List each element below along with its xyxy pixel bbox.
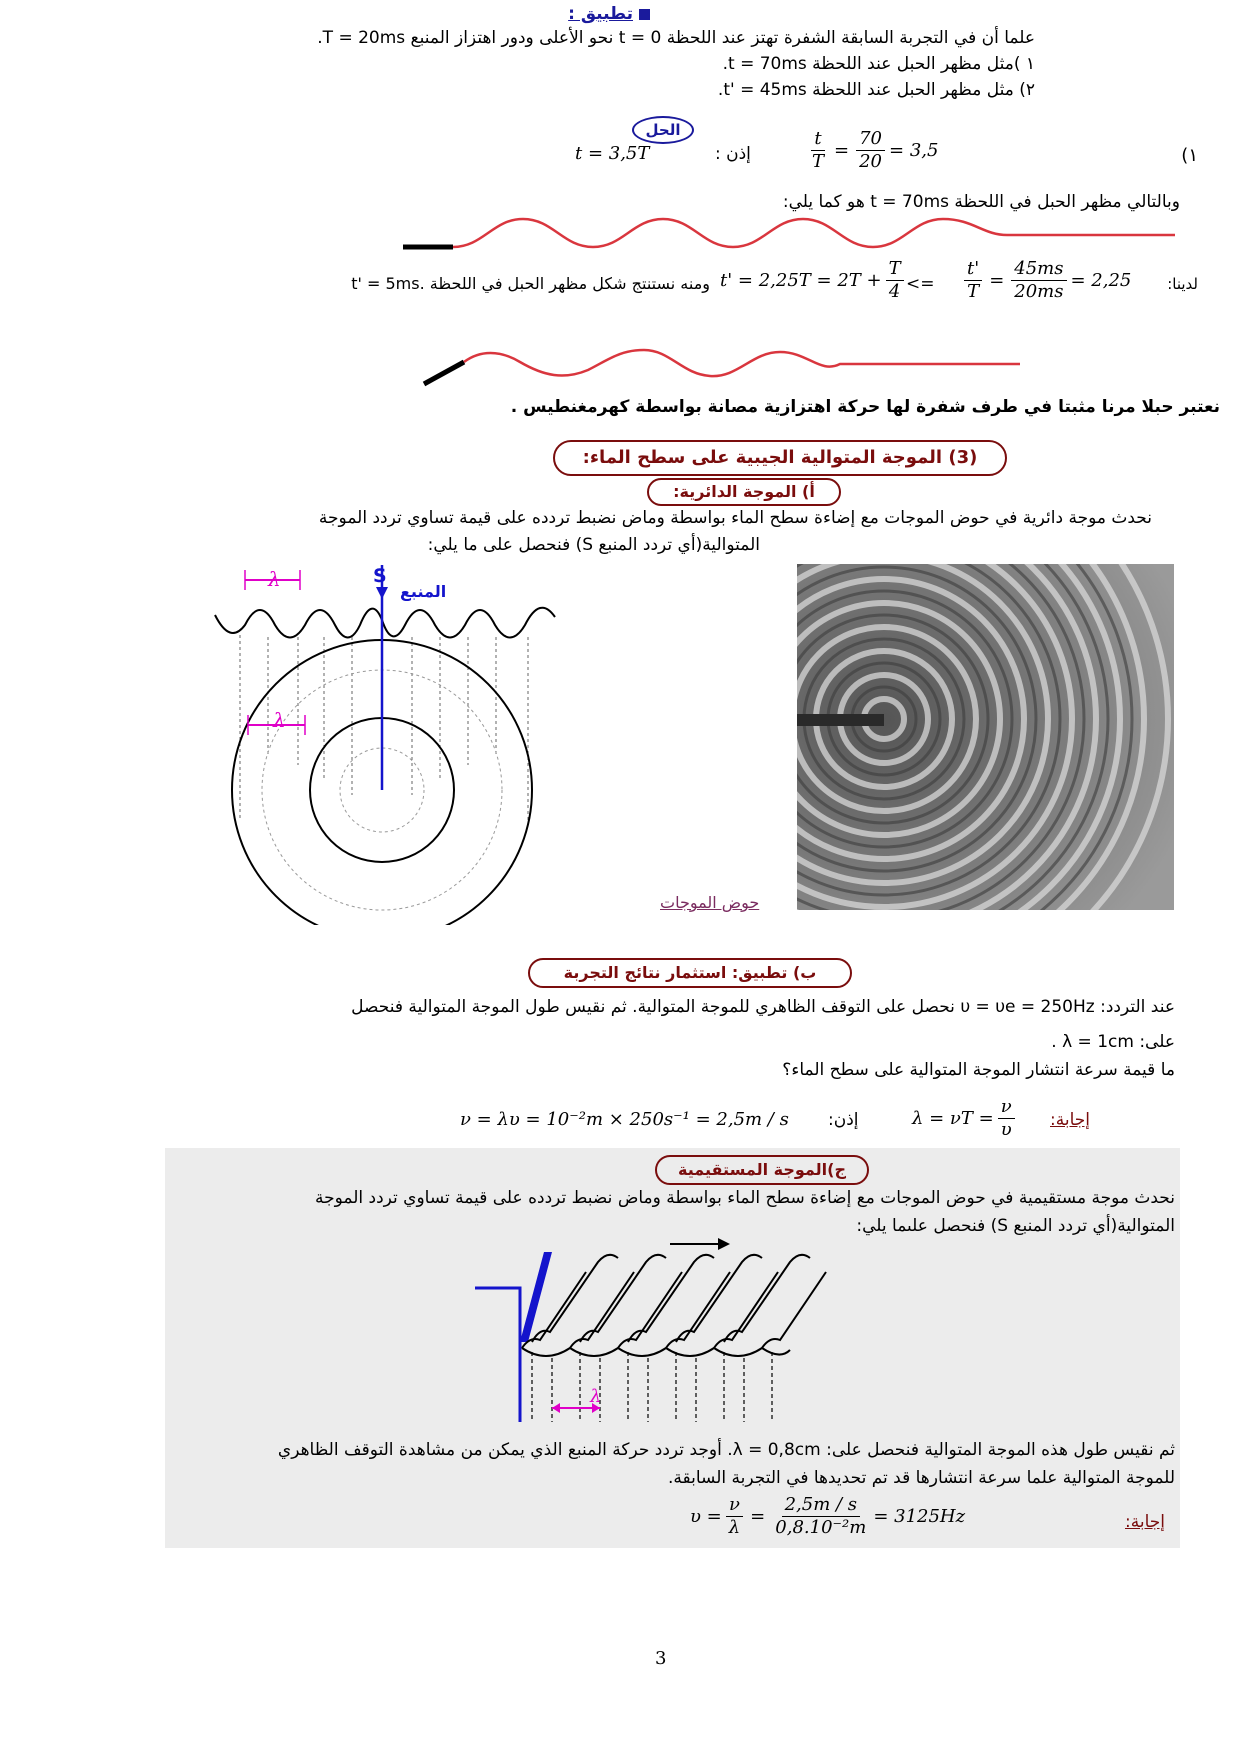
source-label-s: S (373, 565, 387, 587)
section-c-line-3: ثم نقيس طول هذه الموجة المتوالية فنحصل على: λ = 0,8cm. أوجد تردد حركة المنبع الذي يمكن من مشاهدة التوقف الظاهري (277, 1440, 1175, 1460)
solution-1-then: إذن : (715, 144, 751, 164)
page-number: 3 (655, 1648, 667, 1669)
fraction-T-over-4: $\frac{T}{4}$ (886, 258, 904, 303)
fraction-t-over-T: $\frac{t}{T}$ (812, 128, 825, 172)
section-c-answer-label: إجابة: (1125, 1512, 1165, 1532)
rope-shape-45ms (420, 340, 1020, 400)
solution-1-conclusion: وبالتالي مظهر الحبل في اللحظة t = 70ms هو كما يلي: (782, 192, 1180, 212)
solution-2-prefix: لدينا: (1167, 275, 1198, 293)
lambda-label-straight: λ (590, 1386, 602, 1407)
source-arrow-icon (376, 587, 388, 599)
section-b-line-1: عند التردد: υ = υe = 250Hz نحصل على التوقف الظاهري للموجة المتوالية. ثم نقيس طول الموجة المتوالية فنحصل (351, 997, 1175, 1017)
solution-2-text: ومنه نستنتج شكل مظهر الحبل في اللحظة .t' = 5ms (351, 274, 710, 293)
fraction-tprime-over-T: $\frac{t'}{T}$ (964, 258, 982, 303)
section-b-answer-then: إذن: (828, 1110, 859, 1130)
solution-1-number: ١) (1181, 145, 1198, 166)
section-c-line-4: للموجة المتوالية علما سرعة انتشارها قد تم تحديدها في التجربة السابقة. (668, 1468, 1175, 1488)
section-3-title: (3) الموجة المتوالية الجيبية على سطح الماء: (553, 440, 1007, 476)
section-b-line-2: على: λ = 1cm . (1051, 1032, 1175, 1052)
rope-wave (453, 219, 1175, 247)
closing-statement: نعتبر حبلا مرنا مثبتا في طرف شفرة لها حركة اهتزازية مصانة بواسطة كهرمغنطيس . (510, 397, 1220, 417)
section-b-question: ما قيمة سرعة انتشار الموجة المتوالية على سطح الماء؟ (782, 1060, 1175, 1080)
section-b-answer-label: إجابة: (1050, 1110, 1090, 1130)
straight-wave-diagram (470, 1232, 860, 1432)
source-label-text: المنبع (400, 582, 447, 601)
rope-wave (464, 350, 1020, 376)
fraction-45-over-20: $\frac{45ms}{20ms}$ (1011, 258, 1066, 303)
fraction-70-over-20: $\frac{70}{20}$ (856, 128, 885, 173)
square-bullet-icon (639, 9, 650, 20)
section-b-answer-eq1: λ = νT = $\frac{\nu}{\upsilon}$ (912, 1096, 1019, 1141)
ripple-tank-caption[interactable]: حوض الموجات (660, 893, 760, 912)
solution-1-equation: $\frac{t}{T}$ = $\frac{70}{20}$ = 3,5 (805, 128, 938, 173)
ripple-tank-photo (797, 564, 1174, 910)
circular-wave-diagram (200, 565, 570, 925)
solution-2-decomposition: t' = 2,25T = 2T + $\frac{T}{4}$ (720, 258, 908, 303)
section-c-paragraph-line-1: نحدث موجة مستقيمية في حوض الموجات مع إضاءة سطح الماء بواسطة وماض نضبط تردده على قيمة تساوي تردد الموجة (314, 1188, 1175, 1208)
section-c-title: ج)الموجة المستقيمية (655, 1155, 869, 1185)
rope-shape-70ms (395, 205, 1175, 265)
application-title: تطبيق : (568, 2, 650, 26)
section-b-answer-eq2: ν = λυ = 10⁻²m × 250s⁻¹ = 2,5m / s (460, 1109, 789, 1130)
solution-label: الحل (632, 116, 694, 144)
fraction-nu-over-lambda: $\frac{\nu}{\lambda}$ (726, 1494, 743, 1539)
solution-2-equation: $\frac{t'}{T}$ = $\frac{45ms}{20ms}$ = 2,25 (960, 258, 1131, 303)
source-bracket (475, 1288, 520, 1342)
section-c-paragraph-line-2: المتوالية(أي تردد المنبع S) فنحصل علىما يلي: (856, 1216, 1175, 1236)
fraction-nu-over-upsilon: $\frac{\nu}{\upsilon}$ (998, 1096, 1015, 1141)
section-3a-title: أ) الموجة الدائرية: (647, 478, 841, 506)
application-question-2: ٢) مثل مظهر الحبل عند اللحظة t' = 45ms. (717, 80, 1035, 100)
application-statement: علما أن في التجربة السابقة الشفرة تهتز عند اللحظة 0 = t نحو الأعلى ودور اهتزاز المنبع T = 20ms. (317, 28, 1035, 48)
section-c-answer-equation: υ = $\frac{\nu}{\lambda}$ = $\frac{2,5m / s}{\text{0,8.10⁻²m}}$ = 3125Hz (690, 1494, 966, 1538)
solution-2-arrow: <= (906, 274, 935, 294)
section-3-paragraph-line-2: المتوالية(أي تردد المنبع S) فنحصل على ما يلي: (427, 535, 760, 555)
lambda-label-top: λ (268, 567, 281, 591)
section-b-title: ب) تطبيق: استثمار نتائج التجربة (528, 958, 852, 988)
solution-1-result: t = 3,5T (575, 143, 650, 164)
wave-profile (215, 608, 555, 638)
lambda-label-circle: λ (273, 708, 286, 732)
application-question-1: ١ )مثل مظهر الحبل عند اللحظة t = 70ms. (722, 54, 1035, 74)
section-3-paragraph-line-1: نحدث موجة دائرية في حوض الموجات مع إضاءة سطح الماء بواسطة وماض نضبط تردده على قيمة تساوي تردد الموجة (318, 508, 1152, 528)
fraction-speed-over-wavelength: $\frac{2,5m / s}{\text{0,8.10⁻²m}}$ (775, 1494, 867, 1538)
rope-blade (424, 362, 464, 384)
straight-wavefronts (522, 1255, 826, 1356)
source-rod-photo (797, 714, 884, 726)
drop-lines (532, 1352, 772, 1422)
